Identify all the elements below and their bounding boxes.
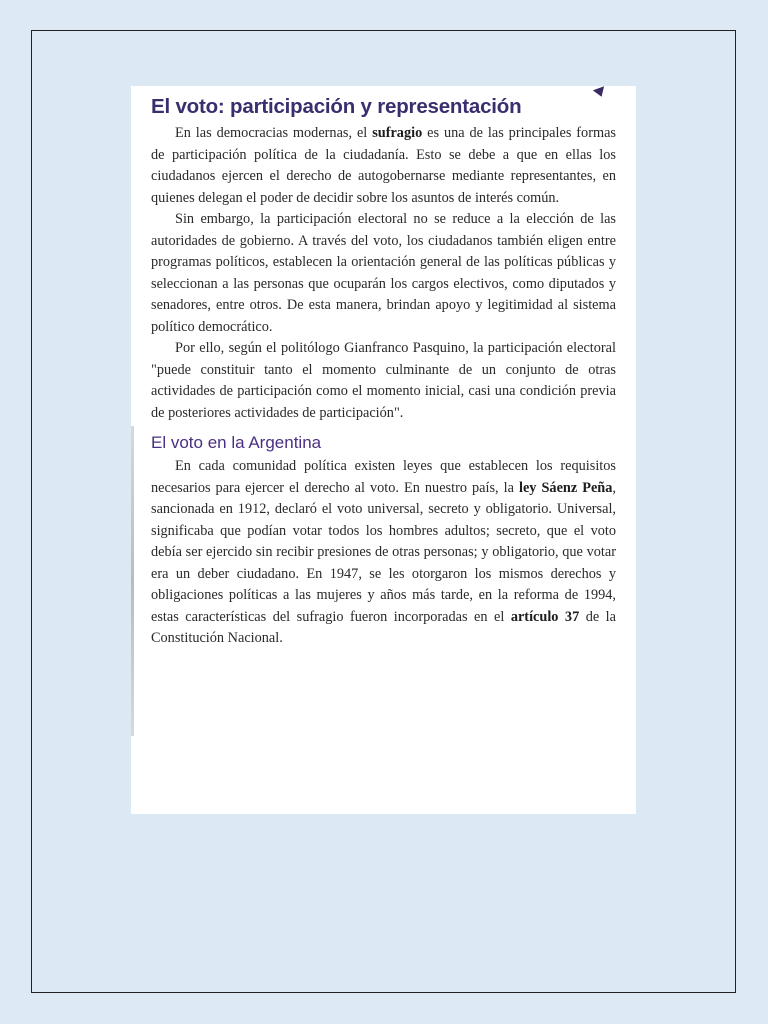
paragraph xyxy=(151,338,616,424)
bold-term: ley Sáenz Peña xyxy=(518,479,613,496)
text-run: Sin embargo, la participación electoral no se reduce a la elección de las autoridades de gobierno. A través del voto, los ciudadanos también eligen entre programas políticos, establecen la orientación general de las políticas públicas y seleccionan a las personas que ocuparán los cargos electivos, como diputados y senadores, entre otros. De esta manera, brindan apoyo y legitimidad al sistema político democrático. xyxy=(151,211,616,335)
text-run: de la Constitución Nacional. xyxy=(151,608,616,646)
paragraph-group-2 xyxy=(151,456,616,650)
paragraph-group-1 xyxy=(151,123,616,424)
bold-term: sufragio xyxy=(372,125,423,141)
section-subtitle: El voto en la Argentina xyxy=(151,433,322,452)
text-run: Por ello, según el politólogo Gianfranco Pasquino, la participación electoral "puede constituir tanto el momento culminante de un conjunto de otras actividades de participación como el momento inicial, casi una condición previa de posteriores actividades de participación". xyxy=(151,340,616,421)
scanned-document xyxy=(131,86,636,814)
paragraph xyxy=(151,456,616,650)
text-run: , sancionada en 1912, declaró el voto universal, secreto y obligatorio. Universal, significaba que podían votar todos los hombres adultos; secreto, que el voto debía ser ejercido sin recibir presiones de otras personas; y obligatorio, que votar era un deber ciudadano. En 1947, se les otorgaron los mismos derechos y obligaciones políticas a las mujeres y años más tarde, en la reforma de 1994, estas características del sufragio fueron incorporadas en el xyxy=(151,479,616,625)
section-title: El voto: participación y representación xyxy=(151,95,522,118)
text-run: En cada comunidad política existen leyes que establecen los requisitos necesarios para ejercer el derecho al voto. En nuestro país, la xyxy=(151,458,616,496)
paragraph xyxy=(151,123,616,209)
text-run: es una de las principales formas de participación política de la ciudadanía. Esto se debe a que en ellas los ciudadanos ejercen el derecho de autogobernarse mediante representantes, en quienes delegan el poder de decidir sobre los asuntos de interés común. xyxy=(151,125,616,206)
text-run: En las democracias modernas, el xyxy=(175,125,373,141)
bold-term: artículo 37 xyxy=(510,608,580,625)
margin-shadow xyxy=(131,426,134,736)
paragraph xyxy=(151,209,616,338)
